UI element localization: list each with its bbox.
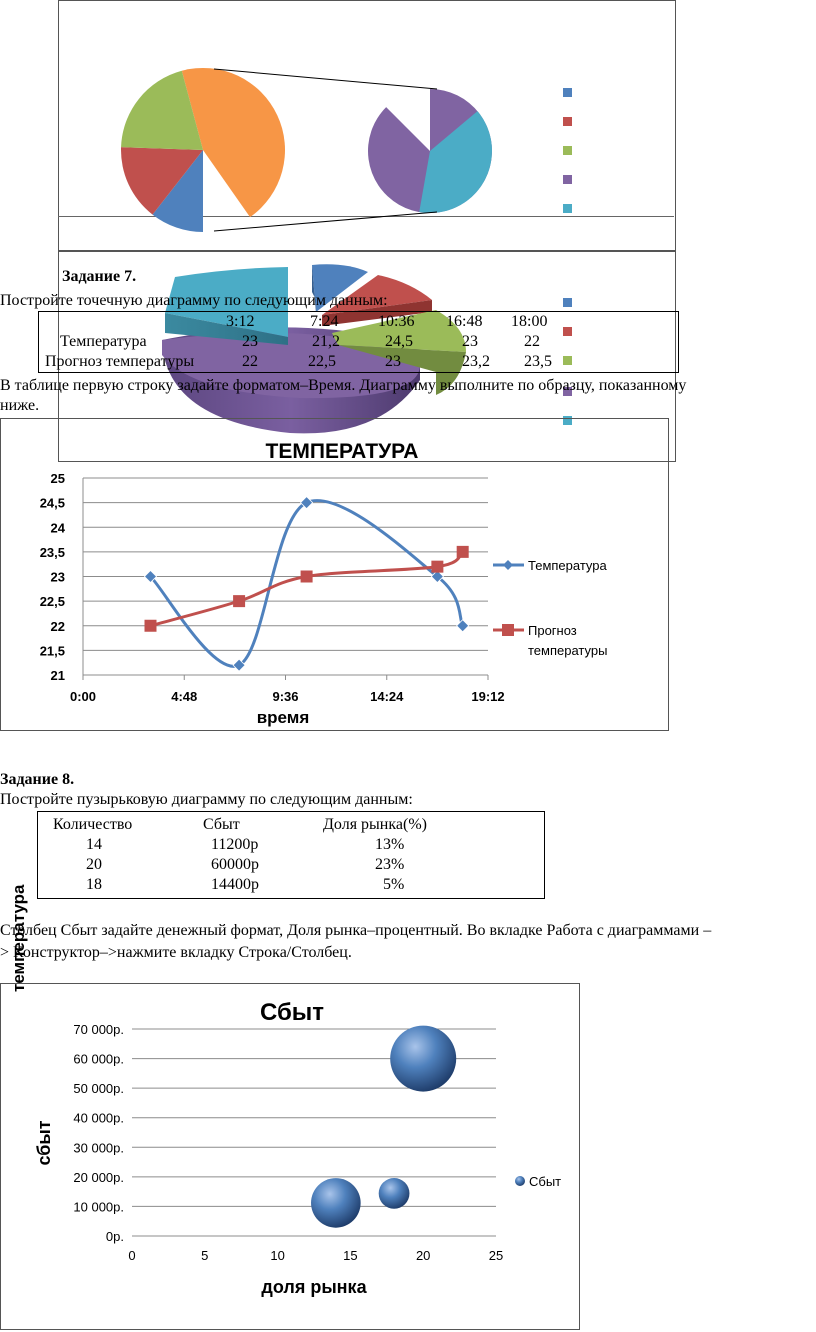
cell: 23% [375, 856, 405, 873]
header-market-share: Доля рынка(%) [323, 816, 427, 833]
y-tick-label: 40 000р. [73, 1110, 124, 1126]
task7-time-1: 3:12 [226, 313, 255, 330]
x-tick-label: 20 [415, 1248, 431, 1263]
cell: 60000р [211, 856, 259, 873]
y-tick-label: 60 000р. [73, 1051, 124, 1067]
task7-instruction: Постройте точечную диаграмму по следующим данным: [0, 292, 388, 309]
task7-forecast-1: 22 [242, 353, 258, 370]
bubble-legend [515, 1174, 561, 1189]
cell: 13% [375, 836, 405, 853]
data-point [457, 546, 469, 558]
y-tick-label: 20 000р. [73, 1169, 124, 1185]
cell: 5% [383, 876, 405, 893]
task7-title: Задание 7. [62, 268, 137, 285]
y-tick-label: 23 [50, 569, 65, 585]
legend-marker [515, 1176, 525, 1186]
x-tick-label: 0:00 [69, 689, 97, 704]
y-tick-label: 24 [50, 520, 65, 536]
task7-note-line1: В таблице первую строку задайте форматом–Время. Диаграмму выполните по образцу, показанному [0, 377, 687, 394]
temperature-legend [493, 558, 608, 658]
legend-label: Сбыт [529, 1174, 562, 1189]
task7-time-4: 16:48 [446, 313, 483, 330]
x-tick-label: 14:24 [370, 689, 404, 704]
header-quantity: Количество [53, 816, 133, 833]
table-row [38, 875, 544, 895]
legend-marker [503, 560, 513, 570]
task7-note-line2: ниже. [0, 397, 40, 414]
y-tick-label: 23,5 [39, 544, 65, 560]
x-tick-label: 19:12 [471, 689, 505, 704]
table-row [38, 855, 544, 875]
x-tick-label: 5 [201, 1248, 209, 1263]
legend-marker [563, 175, 572, 184]
legend-label: температуры [528, 643, 608, 658]
y-tick-label: 25 [50, 471, 65, 486]
y-tick-label: 21 [50, 668, 65, 683]
bubble-chart-title: Сбыт [259, 999, 325, 1026]
task7-row-label-1: Температура [60, 333, 147, 350]
y-tick-label: 50 000р. [73, 1081, 124, 1097]
y-tick-label: 10 000р. [73, 1199, 124, 1215]
x-tick-label: 0 [128, 1248, 136, 1263]
table-row [38, 815, 544, 835]
y-tick-label: 21,5 [39, 643, 65, 659]
task7-time-5: 18:00 [511, 313, 548, 330]
pie-charts [0, 0, 816, 470]
x-tick-label: 9:36 [272, 689, 299, 704]
x-tick-label: 25 [488, 1248, 504, 1263]
task7-temp-1: 23 [242, 333, 258, 350]
temperature-chart-title: ТЕМПЕРАТУРА [265, 440, 419, 463]
legend-marker [563, 88, 572, 97]
cell: 18 [86, 876, 102, 893]
y-tick-label: 22,5 [39, 594, 65, 610]
temperature-line [151, 501, 463, 667]
task7-temp-3: 24,5 [385, 333, 413, 350]
forecast-line [151, 552, 463, 626]
task7-forecast-3: 23 [385, 353, 401, 370]
y-tick-label: 70 000р. [73, 1022, 124, 1037]
task7-row-label-2: Прогноз температуры [45, 353, 195, 370]
task8-instruction: Постройте пузырьковую диаграмму по следующим данным: [0, 791, 413, 808]
table-row [38, 835, 544, 855]
pie-of-pie [121, 68, 492, 232]
task7-forecast-4: 23,2 [462, 353, 490, 370]
temperature-y-axis-label: температура [9, 884, 28, 992]
bubble [390, 1026, 456, 1092]
cell: 14 [86, 836, 102, 853]
legend-marker [563, 204, 572, 213]
legend-marker [563, 146, 572, 155]
bubble [311, 1178, 361, 1228]
task8-data-table [37, 811, 545, 899]
data-point [457, 620, 469, 632]
task7-forecast-2: 22,5 [308, 353, 336, 370]
cell: 11200р [211, 836, 259, 853]
bubble-y-axis-label: сбыт [34, 1120, 54, 1166]
bubble-chart [0, 983, 580, 1331]
temperature-x-axis-label: время [256, 708, 310, 727]
data-point [145, 620, 157, 632]
pie-legends [563, 88, 572, 425]
bubble [379, 1178, 410, 1209]
legend-marker [502, 624, 514, 636]
bubble-series [311, 1026, 456, 1228]
task8-note-line2: > Конструктор–>нажмите вкладку Строка/Столбец. [0, 944, 352, 961]
y-tick-label: 0р. [105, 1229, 124, 1244]
y-tick-label: 22 [50, 618, 65, 634]
data-point [301, 571, 313, 583]
task7-time-2: 7:24 [310, 313, 339, 330]
y-tick-label: 24,5 [39, 495, 65, 511]
x-tick-label: 15 [343, 1248, 358, 1263]
x-tick-label: 10 [270, 1248, 285, 1263]
task7-temp-5: 22 [524, 333, 540, 350]
connector-line [214, 212, 437, 231]
task7-forecast-5: 23,5 [524, 353, 552, 370]
cell: 14400р [211, 876, 259, 893]
data-point [233, 595, 245, 607]
data-point [431, 561, 443, 573]
header-sales: Сбыт [203, 816, 240, 833]
x-tick-label: 4:48 [171, 689, 198, 704]
task8-title: Задание 8. [0, 771, 75, 788]
task7-temp-2: 21,2 [312, 333, 340, 350]
legend-label: Прогноз [528, 623, 577, 638]
legend-marker [563, 117, 572, 126]
bubble-x-axis-label: доля рынка [261, 1277, 367, 1297]
task8-note-line1: Столбец Сбыт задайте денежный формат, Доля рынка–процентный. Во вкладке Работа с диаграммами – [0, 922, 712, 939]
temperature-series [145, 497, 469, 672]
cell: 20 [86, 856, 102, 873]
legend-label: Температура [528, 558, 607, 573]
y-tick-label: 30 000р. [73, 1140, 124, 1156]
task7-temp-4: 23 [462, 333, 478, 350]
task7-time-3: 10:36 [378, 313, 415, 330]
legend-marker [563, 298, 572, 307]
